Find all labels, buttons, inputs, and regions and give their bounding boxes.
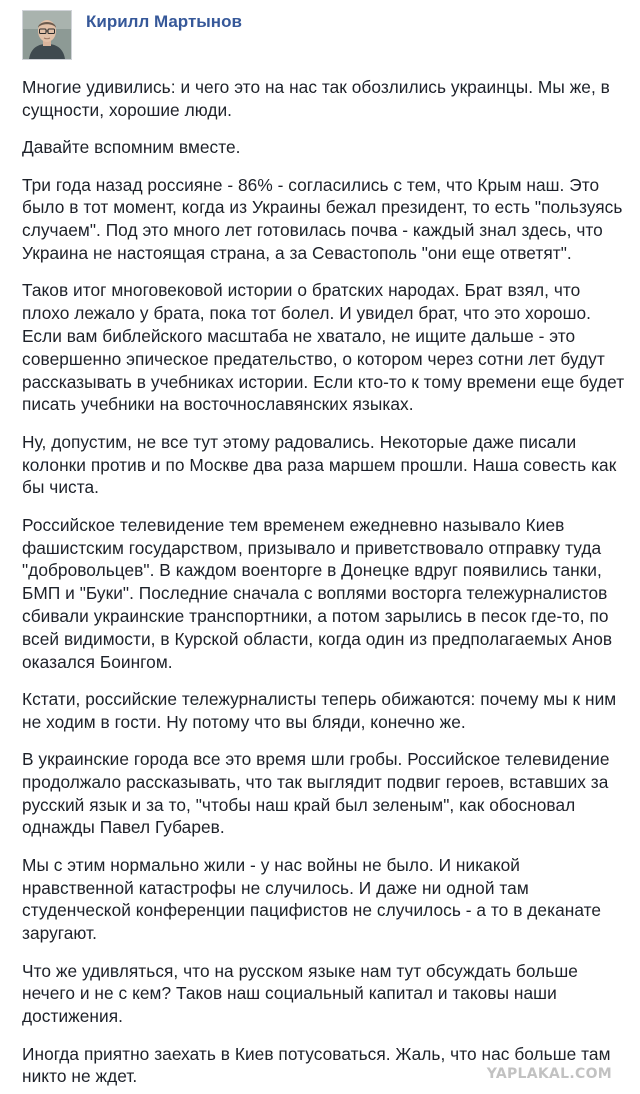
post-paragraph: Что же удивляться, что на русском языке нам тут обсуждать больше нечего и не с кем? Таков наш социальный капитал и таковы наши достижения. [22,960,578,1027]
post-paragraph: В украинские города все это время шли гробы. Российское телевидение продолжало рассказывать, что так выглядит подвиг героев, вставших за русский язык и за то, "чтобы наш край был зеленым", как обосновал однажды Павел Губарев. [22,749,610,838]
post-paragraph: Многие удивились: и чего это на нас так обозлились украинцы. Мы же, в сущности, хорошие люди. [22,77,610,120]
post-paragraph: Давайте вспомним вместе. [22,137,241,158]
author-name-link[interactable]: Кирилл Мартынов [86,12,242,31]
site-watermark: YAPLAKAL.COM [486,1066,612,1082]
post-paragraph: Три года назад россияне - 86% - согласились с тем, что Крым наш. Это было в тот момент, когда из Украины бежал президент, то есть "пользуясь случаем". Под это много лет готовилась почва - каждый знал здесь, что Украина не настоящая страна, а за Севастополь "они еще ответят". [22,174,623,263]
post-paragraph: Мы с этим нормально жили - у нас войны не было. И никакой нравственной катастрофы не случилось. И даже ни одной там студенческой конференции пацифистов не случилось - а то в деканате заругают. [22,854,602,944]
avatar-photo-icon [23,11,71,59]
post-paragraph: Ну, допустим, не все тут этому радовались. Некоторые даже писали колонки против и по Москве два раза маршем прошли. Наша совесть как бы чиста. [22,431,617,498]
author-avatar[interactable] [22,10,72,60]
post-paragraph: Кстати, российские тележурналисты теперь обижаются: почему мы к ним не ходим в гости. Ну потому что вы бляди, конечно же. [22,688,617,732]
post-body [22,76,628,1094]
post-header [22,10,242,58]
post-paragraph: Российское телевидение тем временем ежедневно называло Киев фашистским государством, призывало и приветствовало отправку туда "добровольцев". В каждом военторге в Донецке вдруг появились танки, БМП и "Буки". Последние сначала с воплями восторга тележурналистов сбивали украинские транспортники, а потом зарылись в песок где-то, по всей видимости, в Курской области, когда один из предполагаемых Анов оказался Боингом. [22,514,613,672]
post-paragraph: Таков итог многовековой истории о братских народах. Брат взял, что плохо лежало у брата, пока тот болел. И увидел брат, что это хорошо. Если вам библейского масштаба не хватало, не ищите дальше - это совершенно эпическое предательство, о котором через сотни лет будут рассказывать в учебниках истории. Если кто-то к тому времени еще будет писать учебники на восточнославянских языках. [22,280,625,415]
post-paragraph: Иногда приятно заехать в Киев потусоваться. Жаль, что нас больше там никто не ждет. [22,1043,611,1087]
